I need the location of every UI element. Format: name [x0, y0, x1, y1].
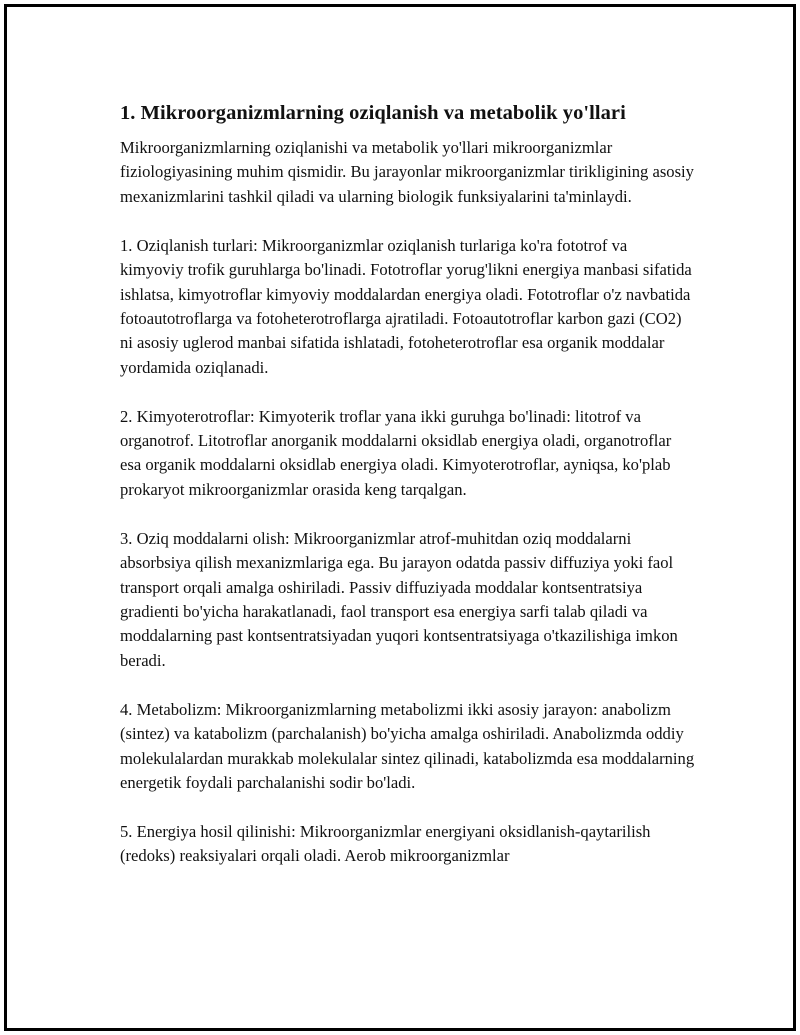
paragraph-nutrient-uptake: 3. Oziq moddalarni olish: Mikroorganizmlar atrof-muhitdan oziq moddalarni absorbsiya qilish mexanizmlariga ega. Bu jarayon odatda passiv diffuziya yoki faol transport orqali amalga oshiriladi. Passiv diffuziyada moddalar kontsentratsiya gradienti bo'yicha harakatlanadi, faol transport esa energiya sarfi talab qiladi va moddalarning past kontsentratsiyadan yuqori kontsentratsiyaga o'tkazilishiga imkon beradi. [120, 528, 678, 670]
page-frame [4, 4, 796, 1031]
paragraph-nutrition-types: 1. Oziqlanish turlari: Mikroorganizmlar oziqlanish turlariga ko'ra fototrof va kimyoviy trofik guruhlarga bo'linadi. Fototroflar yorug'likni energiya manbasi sifatida ishlatsa, kimyotroflar kimyoviy moddalardan energiya oladi. Fototroflar o'z navbatida fotoautotroflarga va fotoheterotroflarga ajratiladi. Fotoautotroflar karbon gazi (CO2) ni asosiy uglerod manbai sifatida ishlatadi, fotoheterotroflar esa organik moddalar yordamida oziqlanadi. [120, 235, 692, 377]
intro-paragraph: Mikroorganizmlarning oziqlanishi va metabolik yo'llari mikroorganizmlar fiziologiyasining muhim qismidir. Bu jarayonlar mikroorganizmlar tirikligining asosiy mexanizmlarini tashkil qiladi va ularning biologik funksiyalarini ta'minlaydi. [120, 138, 694, 206]
paragraph-metabolism: 4. Metabolizm: Mikroorganizmlarning metabolizmi ikki asosiy jarayon: anabolizm (sintez) va katabolizm (parchalanish) bo'yicha amalga oshiriladi. Anabolizmda oddiy molekulalardan murakkab molekulalar sintez qilinadi, katabolizmda esa moddalarning energetik foydali parchalanishi sodir bo'ladi. [120, 699, 695, 792]
document-body [120, 99, 695, 893]
document-title: 1. Mikroorganizmlarning oziqlanish va metabolik yo'llari [120, 102, 626, 124]
paragraph-energy-production: 5. Energiya hosil qilinishi: Mikroorganizmlar energiyani oksidlanish-qaytarilish (redoks) reaksiyalari orqali oladi. Aerob mikroorganizmlar [120, 821, 651, 866]
paragraph-chemoheterotrophs: 2. Kimyoterotroflar: Kimyoterik troflar yana ikki guruhga bo'linadi: litotrof va organotrof. Litotroflar anorganik moddalarni oksidlab energiya oladi, organotroflar esa organik moddalarni oksidlab energiya oladi. Kimyoterotroflar, ayniqsa, ko'plab prokaryot mikroorganizmlar orasida keng tarqalgan. [120, 406, 672, 499]
